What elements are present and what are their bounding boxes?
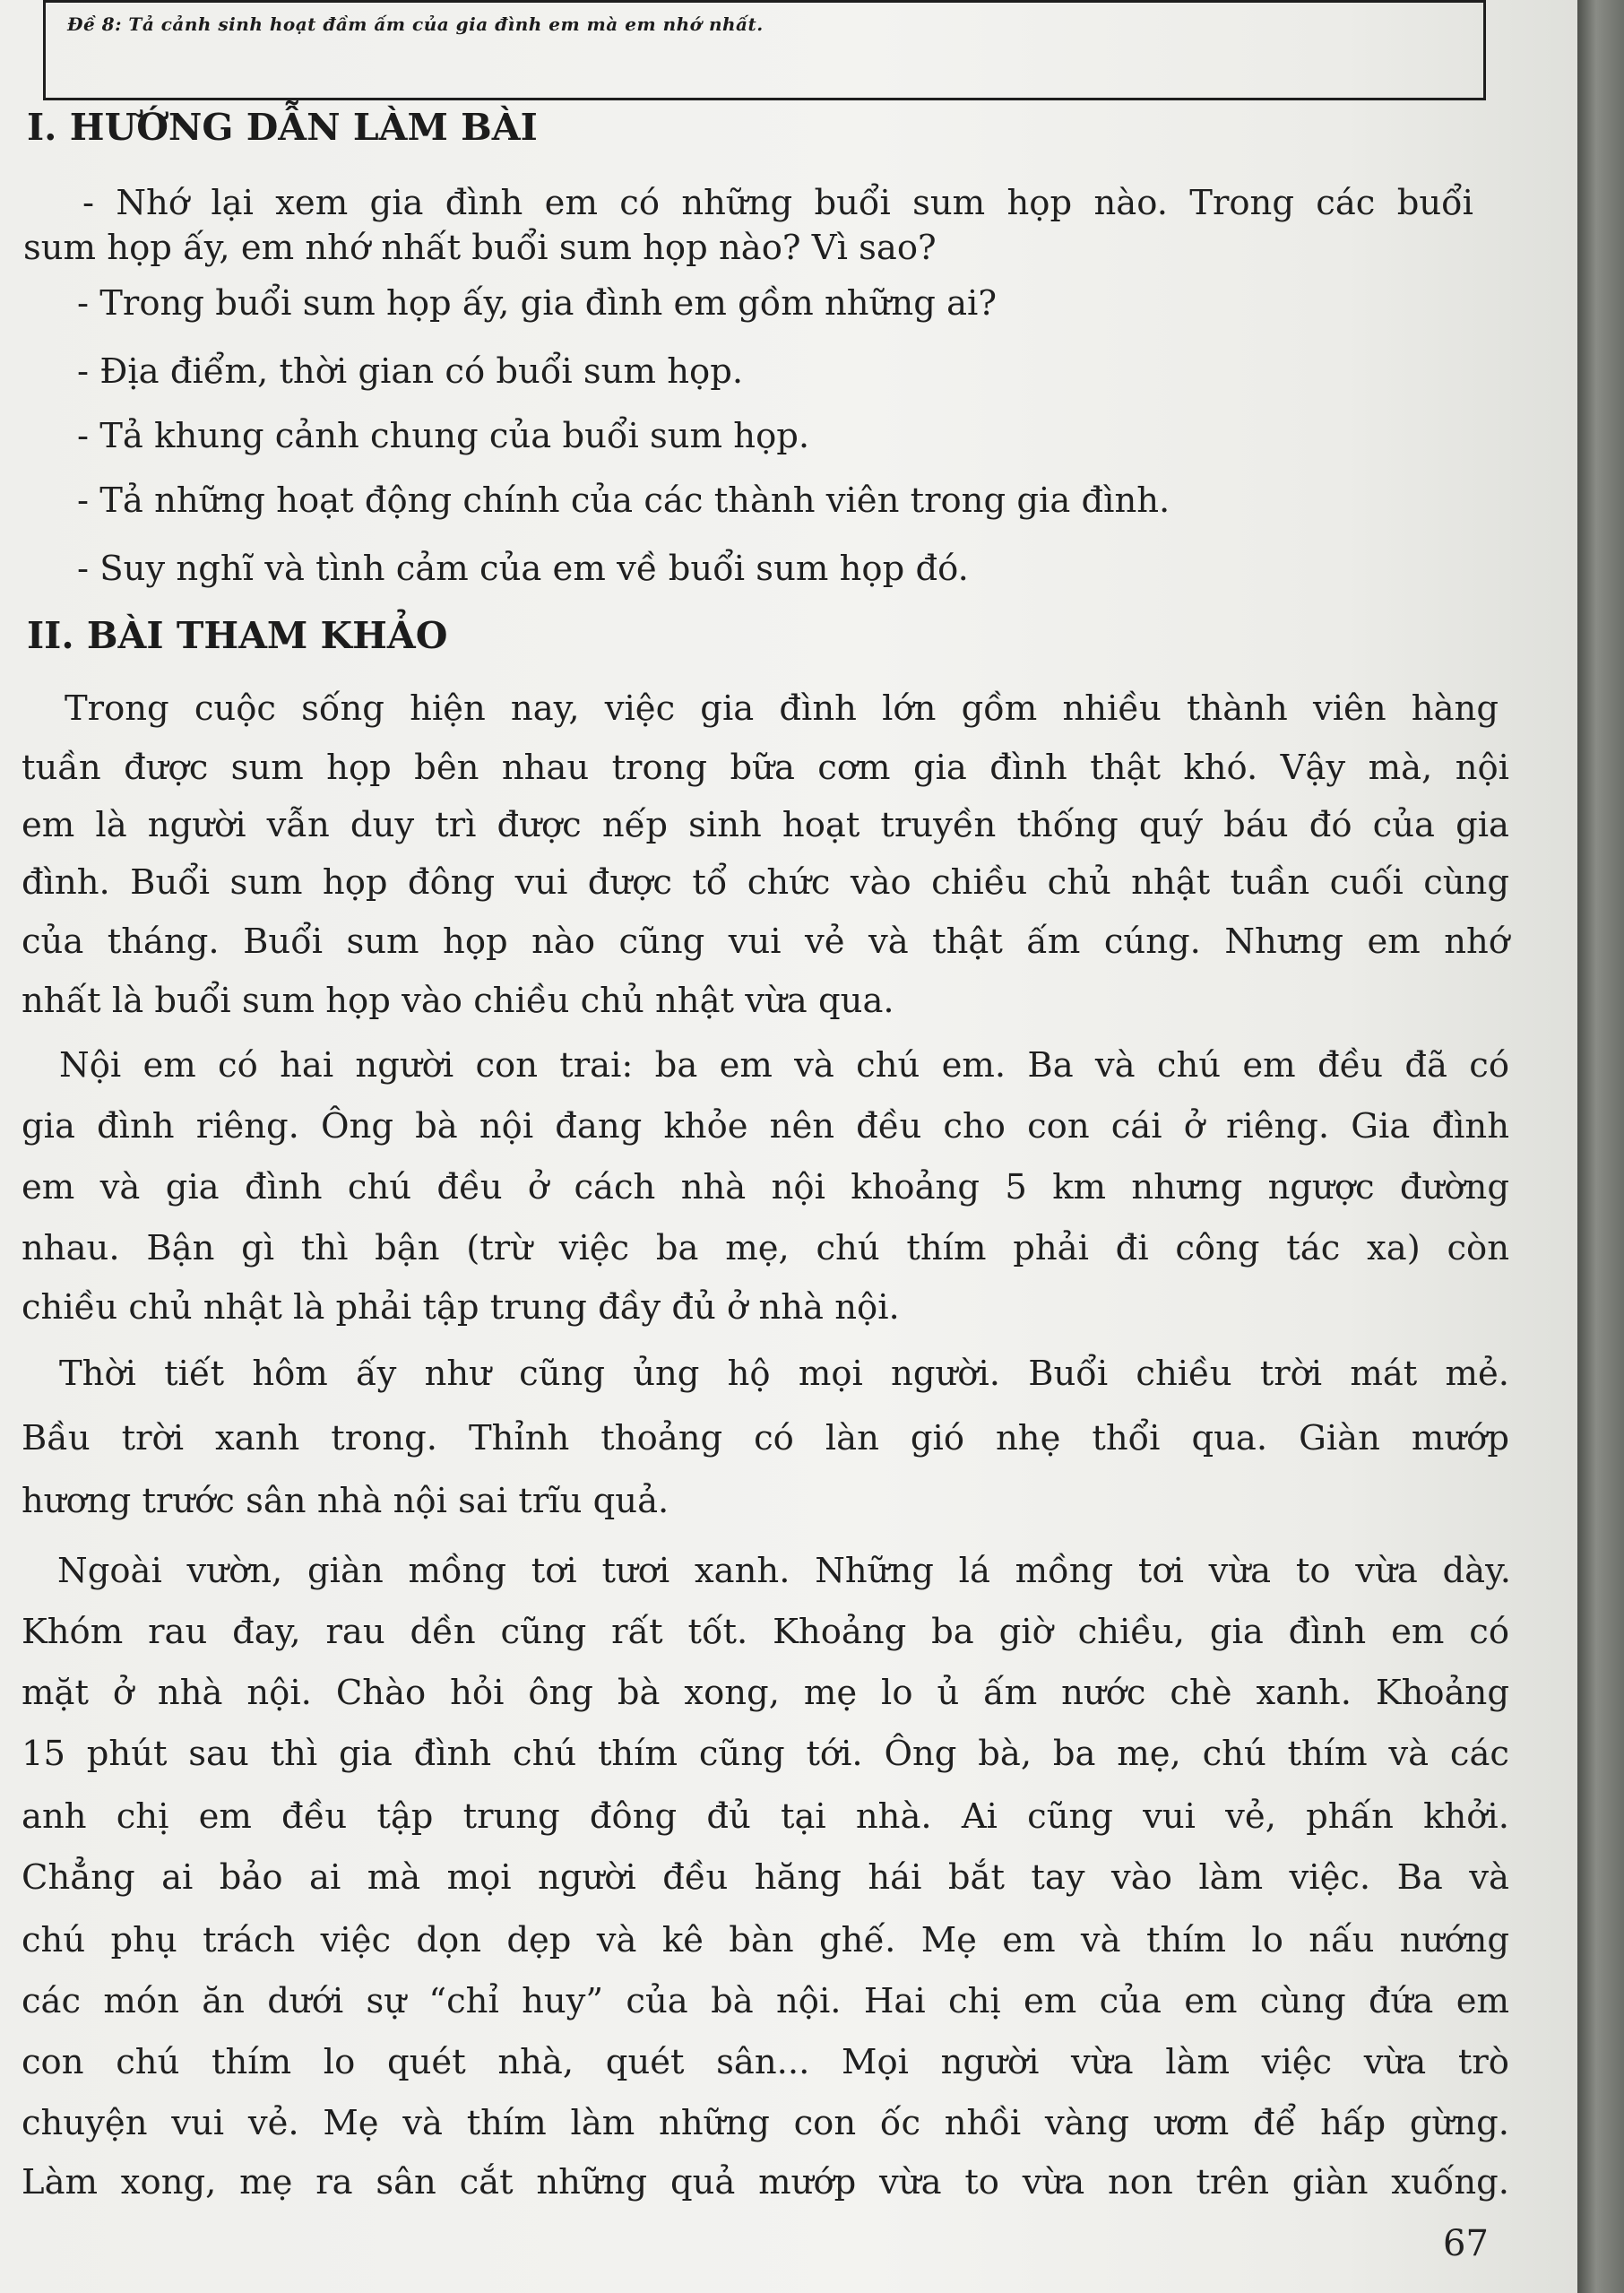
essay-line-25: Làm xong, mẹ ra sân cắt những quả mướp vừa to vừa non trên giàn xuống.: [22, 2162, 1509, 2202]
essay-line-4: đình. Buổi sum họp đông vui được tổ chức vào chiều chủ nhật tuần cuối cùng: [22, 862, 1509, 903]
essay-line-2: tuần được sum họp bên nhau trong bữa cơm gia đình thật khó. Vậy mà, nội: [22, 748, 1509, 788]
essay-line-15: Ngoài vườn, giàn mồng tơi tươi xanh. Những lá mồng tơi vừa to vừa dày.: [57, 1551, 1511, 1591]
guide-line-2: sum họp ấy, em nhớ nhất buổi sum họp nào? Vì sao?: [23, 228, 937, 268]
essay-line-24: chuyện vui vẻ. Mẹ và thím làm những con ốc nhồi vàng ươm để hấp gừng.: [22, 2103, 1509, 2143]
guide-line-7: - Suy nghĩ và tình cảm của em về buổi sum họp đó.: [77, 549, 969, 589]
exercise-title-box: [43, 0, 1486, 100]
guide-line-5: - Tả khung cảnh chung của buổi sum họp.: [77, 416, 810, 456]
section-heading-guide: I. HƯỚNG DẪN LÀM BÀI: [27, 106, 538, 149]
guide-line-3: - Trong buổi sum họp ấy, gia đình em gồm những ai?: [77, 283, 997, 324]
essay-line-12: Thời tiết hôm ấy như cũng ủng hộ mọi người. Buổi chiều trời mát mẻ.: [59, 1354, 1509, 1394]
essay-line-22: các món ăn dưới sự “chỉ huy” của bà nội. Hai chị em của em cùng đứa em: [22, 1981, 1509, 2021]
essay-line-16: Khóm rau đay, rau dền cũng rất tốt. Khoảng ba giờ chiều, gia đình em có: [22, 1612, 1509, 1652]
guide-line-1: - Nhớ lại xem gia đình em có những buổi sum họp nào. Trong các buổi: [82, 183, 1473, 223]
essay-line-21: chú phụ trách việc dọn dẹp và kê bàn ghế. Mẹ em và thím lo nấu nướng: [22, 1920, 1509, 1960]
essay-line-5: của tháng. Buổi sum họp nào cũng vui vẻ và thật ấm cúng. Nhưng em nhớ: [22, 922, 1509, 962]
essay-line-18: 15 phút sau thì gia đình chú thím cũng tới. Ông bà, ba mẹ, chú thím và các: [22, 1734, 1509, 1774]
page-edge-shadow: [1577, 0, 1624, 2293]
essay-line-1: Trong cuộc sống hiện nay, việc gia đình lớn gồm nhiều thành viên hàng: [65, 688, 1499, 729]
essay-line-6: nhất là buổi sum họp vào chiều chủ nhật vừa qua.: [22, 981, 894, 1021]
essay-line-20: Chẳng ai bảo ai mà mọi người đều hăng hái bắt tay vào làm việc. Ba và: [22, 1857, 1509, 1898]
essay-line-14: hương trước sân nhà nội sai trĩu quả.: [22, 1481, 669, 1521]
essay-line-9: em và gia đình chú đều ở cách nhà nội khoảng 5 km nhưng ngược đường: [22, 1167, 1509, 1207]
guide-line-6: - Tả những hoạt động chính của các thành viên trong gia đình.: [77, 480, 1170, 521]
exercise-title: Đề 8: Tả cảnh sinh hoạt đầm ấm của gia đình em mà em nhớ nhất.: [67, 13, 764, 35]
essay-line-13: Bầu trời xanh trong. Thỉnh thoảng có làn gió nhẹ thổi qua. Giàn mướp: [22, 1418, 1509, 1458]
essay-line-7: Nội em có hai người con trai: ba em và chú em. Ba và chú em đều đã có: [59, 1045, 1509, 1086]
essay-line-3: em là người vẫn duy trì được nếp sinh hoạt truyền thống quý báu đó của gia: [22, 805, 1509, 845]
essay-line-17: mặt ở nhà nội. Chào hỏi ông bà xong, mẹ lo ủ ấm nước chè xanh. Khoảng: [22, 1673, 1509, 1713]
essay-line-19: anh chị em đều tập trung đông đủ tại nhà. Ai cũng vui vẻ, phấn khởi.: [22, 1796, 1509, 1837]
essay-line-11: chiều chủ nhật là phải tập trung đầy đủ ở nhà nội.: [22, 1287, 900, 1328]
section-heading-reference: II. BÀI THAM KHẢO: [27, 614, 448, 657]
essay-line-8: gia đình riêng. Ông bà nội đang khỏe nên đều cho con cái ở riêng. Gia đình: [22, 1106, 1509, 1146]
essay-line-10: nhau. Bận gì thì bận (trừ việc ba mẹ, chú thím phải đi công tác xa) còn: [22, 1228, 1509, 1268]
essay-line-23: con chú thím lo quét nhà, quét sân... Mọi người vừa làm việc vừa trò: [22, 2042, 1509, 2082]
guide-line-4: - Địa điểm, thời gian có buổi sum họp.: [77, 351, 744, 392]
page-number: 67: [1443, 2223, 1489, 2264]
